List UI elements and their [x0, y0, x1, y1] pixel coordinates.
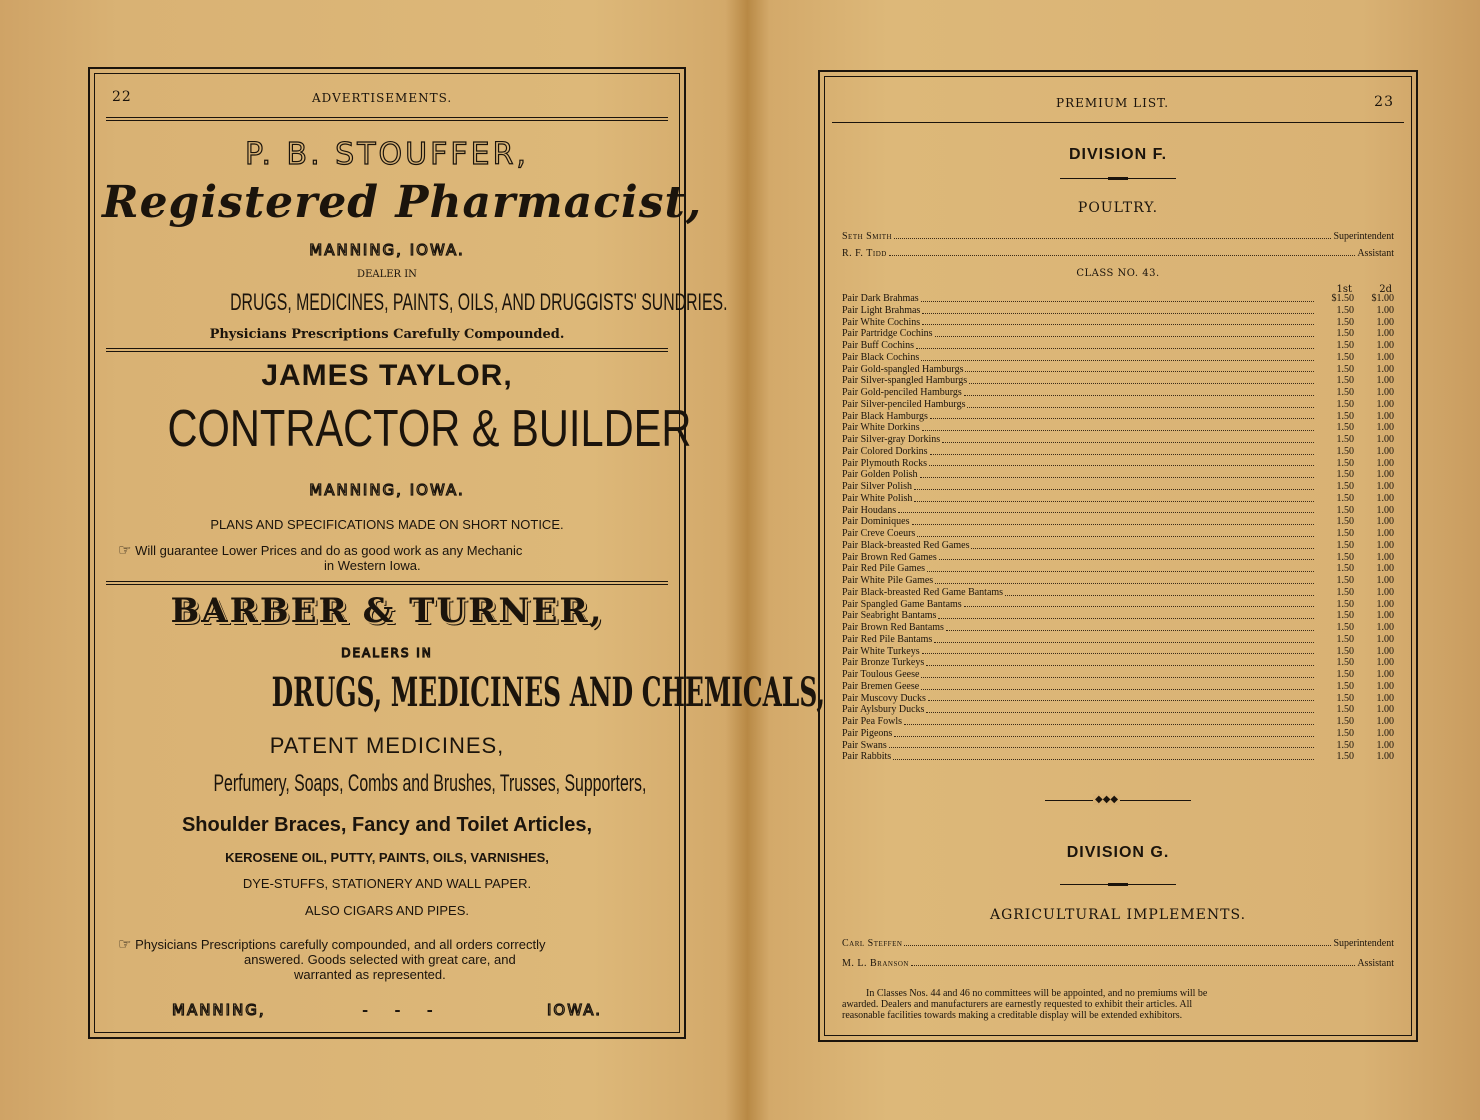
- first-premium: 1.50: [1336, 669, 1354, 680]
- leader-dots: [928, 700, 1314, 701]
- entry-name: Pair White Cochins: [842, 316, 921, 328]
- taylor-name: JAMES TAYLOR,: [261, 359, 513, 392]
- first-premium: 1.50: [1336, 610, 1354, 622]
- division-g-title: DIVISION G.: [1066, 844, 1170, 861]
- second-premium: 1.00: [1376, 469, 1394, 481]
- first-premium: 1.50: [1336, 504, 1354, 516]
- first-premium: 1.50: [1336, 375, 1354, 387]
- entry-name: Pair Spangled Game Bantams: [842, 598, 962, 610]
- leader-dots: [898, 512, 1314, 513]
- entry-name: Pair Golden Polish: [842, 469, 918, 481]
- second-premium: 1.00: [1376, 375, 1394, 387]
- header-rule: [832, 122, 1404, 123]
- leader-dots: [917, 536, 1314, 537]
- second-premium: 1.00: [1376, 351, 1394, 363]
- division-f-subtitle: POULTRY.: [1077, 200, 1159, 216]
- second-premium: 1.00: [1376, 398, 1394, 410]
- second-premium: 1.00: [1376, 445, 1394, 457]
- entry-name: Pair Plymouth Rocks: [842, 457, 928, 469]
- barber-note2: answered. Goods selected with great care, and: [244, 952, 516, 967]
- barber-line2: Shoulder Braces, Fancy and Toilet Articles,: [181, 814, 593, 836]
- second-premium: 1.00: [1376, 633, 1394, 645]
- first-premium: 1.50: [1336, 657, 1354, 669]
- entry-name: Pair Partridge Cochins: [842, 328, 933, 340]
- footer-city: MANNING,: [172, 1001, 266, 1019]
- leader-dots: [922, 324, 1314, 325]
- premium-row: [842, 728, 1394, 740]
- note-line: reasonable facilities towards making a creditable display will be extended exhibitors.: [842, 1010, 1183, 1021]
- premium-row: [842, 293, 1394, 305]
- premium-row: [842, 657, 1394, 669]
- officer-name: M. L. Branson: [842, 958, 909, 969]
- entry-name: Pair Dominiques: [842, 516, 910, 528]
- leader-dots: [939, 559, 1314, 560]
- premium-row: [842, 716, 1394, 728]
- barber-line5: ALSO CIGARS AND PIPES.: [305, 903, 469, 918]
- officer-role: Assistant: [1357, 248, 1394, 259]
- leader-dots: [893, 759, 1314, 760]
- first-premium: 1.50: [1336, 727, 1354, 739]
- leader-dots: [971, 548, 1314, 549]
- entry-name: Pair Toulous Geese: [842, 669, 920, 680]
- entry-name: Pair Rabbits: [842, 751, 892, 763]
- leader-dots: [912, 524, 1315, 525]
- leader-dots: [926, 712, 1314, 713]
- first-premium: $1.50: [1331, 293, 1354, 304]
- leader-dots: [929, 465, 1314, 466]
- leader-dots: [921, 689, 1314, 690]
- entry-name: Pair White Pile Games: [842, 575, 934, 586]
- leader-dots: [904, 945, 1331, 946]
- premium-row: [842, 469, 1394, 481]
- leader-dots: [965, 371, 1314, 372]
- second-premium: 1.00: [1376, 481, 1394, 492]
- premium-row: [842, 599, 1394, 611]
- footer-dashes: - - -: [362, 1001, 433, 1019]
- officer-name: Seth Smith: [842, 231, 893, 242]
- second-premium: 1.00: [1376, 504, 1394, 516]
- leader-dots: [914, 489, 1314, 490]
- leader-dots: [935, 336, 1314, 337]
- second-premium: 1.00: [1376, 645, 1394, 657]
- first-premium: 1.50: [1336, 316, 1354, 328]
- second-premium: 1.00: [1376, 669, 1394, 680]
- leader-dots: [920, 477, 1314, 478]
- page-number: 23: [1374, 94, 1394, 110]
- premium-row: [842, 481, 1394, 493]
- leader-dots: [911, 965, 1355, 966]
- leader-dots: [914, 501, 1314, 502]
- premium-row: [842, 399, 1394, 411]
- barber-patent: PATENT MEDICINES,: [269, 733, 505, 758]
- premium-row: [842, 540, 1394, 552]
- premium-row: [842, 387, 1394, 399]
- entry-name: Pair Bronze Turkeys: [842, 657, 925, 669]
- leader-dots: [935, 583, 1314, 584]
- officer-name: R. F. Tidd: [842, 248, 887, 259]
- stouffer-dealer: DEALER IN: [357, 269, 417, 280]
- leader-dots: [889, 255, 1356, 256]
- first-premium: 1.50: [1336, 680, 1354, 692]
- second-premium: 1.00: [1376, 598, 1394, 610]
- first-premium: 1.50: [1336, 410, 1354, 422]
- running-head-title: ADVERTISEMENTS.: [312, 91, 453, 105]
- first-premium: 1.50: [1336, 516, 1354, 528]
- second-premium: 1.00: [1376, 328, 1394, 340]
- division-g-subtitle: AGRICULTURAL IMPLEMENTS.: [989, 907, 1247, 923]
- first-premium: 1.50: [1336, 351, 1354, 363]
- leader-dots: [921, 677, 1314, 678]
- entry-name: Pair Buff Cochins: [842, 340, 915, 351]
- entry-name: Pair Pea Fowls: [842, 716, 902, 727]
- leader-dots: [889, 747, 1314, 748]
- entry-name: Pair Black Hamburgs: [842, 410, 928, 422]
- officer-row: [842, 938, 1394, 949]
- first-premium: 1.50: [1336, 328, 1354, 340]
- entry-name: Pair Colored Dorkins: [842, 445, 928, 457]
- column-headers: [1314, 284, 1394, 295]
- entry-name: Pair Black-breasted Red Game Bantams: [842, 586, 1004, 598]
- entry-name: Pair White Turkeys: [842, 645, 920, 657]
- second-premium: 1.00: [1376, 410, 1394, 422]
- stouffer-name: P. B. STOUFFER,: [245, 137, 529, 172]
- second-premium: 1.00: [1376, 622, 1394, 633]
- premium-row: [842, 575, 1394, 587]
- officer-role: Assistant: [1357, 958, 1394, 969]
- second-premium: 1.00: [1376, 387, 1394, 398]
- second-premium: 1.00: [1376, 704, 1394, 716]
- entry-name: Pair Creve Coeurs: [842, 528, 916, 539]
- first-premium: 1.50: [1336, 445, 1354, 457]
- first-premium: 1.50: [1336, 398, 1354, 410]
- first-premium: 1.50: [1336, 340, 1354, 351]
- division-f-title: DIVISION F.: [1068, 146, 1168, 163]
- premium-row: [842, 458, 1394, 470]
- col-first-header: 1st: [1336, 284, 1352, 295]
- taylor-line2a: Will guarantee Lower Prices and do as good work as any Mechanic: [135, 543, 523, 558]
- premium-row: [842, 751, 1394, 763]
- premium-row: [842, 634, 1394, 646]
- officer-row: [842, 248, 1394, 259]
- second-premium: 1.00: [1376, 539, 1394, 551]
- barber-note3: warranted as represented.: [294, 967, 446, 982]
- stouffer-goods: DRUGS, MEDICINES, PAINTS, OILS, AND DRUGGISTS' SUNDRIES.: [230, 289, 728, 316]
- entry-name: Pair Silver-penciled Hamburgs: [842, 398, 966, 410]
- leader-dots: [930, 454, 1314, 455]
- second-premium: 1.00: [1376, 516, 1394, 528]
- premium-row: [842, 740, 1394, 752]
- second-premium: 1.00: [1376, 492, 1394, 504]
- pointing-hand-icon: ☞: [118, 936, 132, 953]
- taylor-line2b: in Western Iowa.: [324, 558, 421, 573]
- leader-dots: [946, 630, 1314, 631]
- first-premium: 1.50: [1336, 304, 1354, 316]
- right-page-frame: [818, 70, 1418, 1042]
- stouffer-location: MANNING, IOWA.: [309, 241, 465, 259]
- premium-row: [842, 528, 1394, 540]
- left-page-frame: [88, 67, 825, 1039]
- second-premium: 1.00: [1376, 680, 1394, 692]
- note-line: awarded. Dealers and manufacturers are earnestly requested to exhibit their articles. All: [842, 999, 1193, 1010]
- premium-row: [842, 364, 1394, 376]
- leader-dots: [922, 653, 1314, 654]
- left-running-head: [112, 91, 662, 109]
- entry-name: Pair Dark Brahmas: [842, 293, 919, 304]
- premium-row: [842, 493, 1394, 505]
- leader-dots: [938, 618, 1314, 619]
- entry-name: Pair Seabright Bantams: [842, 610, 937, 622]
- second-premium: 1.00: [1376, 692, 1394, 704]
- first-premium: 1.50: [1336, 363, 1354, 375]
- second-premium: 1.00: [1376, 363, 1394, 375]
- entry-name: Pair Aylsbury Ducks: [842, 704, 925, 716]
- entry-name: Pair Muscovy Ducks: [842, 692, 926, 704]
- leader-dots: [922, 313, 1314, 314]
- first-premium: 1.50: [1336, 528, 1354, 539]
- first-premium: 1.50: [1336, 645, 1354, 657]
- barber-line1: Perfumery, Soaps, Combs and Brushes, Trusses, Supporters,: [213, 770, 647, 797]
- second-premium: 1.00: [1376, 610, 1394, 622]
- first-premium: 1.50: [1336, 422, 1354, 434]
- premium-row: [842, 422, 1394, 434]
- premium-row: [842, 610, 1394, 622]
- entry-name: Pair Houdans: [842, 504, 897, 516]
- premium-row: [842, 375, 1394, 387]
- second-premium: 1.00: [1376, 751, 1394, 763]
- second-premium: 1.00: [1376, 551, 1394, 563]
- first-premium: 1.50: [1336, 692, 1354, 704]
- entry-name: Pair Silver-gray Dorkins: [842, 434, 941, 445]
- premium-row: [842, 704, 1394, 716]
- right-running-head: [842, 96, 1394, 114]
- rule-ornament: [832, 884, 1404, 885]
- premium-row: [842, 411, 1394, 423]
- second-premium: 1.00: [1376, 657, 1394, 669]
- division-g-note: [842, 988, 1394, 1021]
- officer-role: Superintendent: [1333, 231, 1394, 242]
- leader-dots: [1005, 595, 1314, 596]
- taylor-line1: PLANS AND SPECIFICATIONS MADE ON SHORT NOTICE.: [210, 517, 564, 532]
- entry-name: Pair Pigeons: [842, 727, 893, 739]
- note-line: In Classes Nos. 44 and 46 no committees will be appointed, and no premiums will be: [866, 988, 1208, 999]
- leader-dots: [964, 395, 1314, 396]
- leader-dots: [934, 642, 1314, 643]
- premium-row: [842, 317, 1394, 329]
- rule-ornament: [832, 178, 1404, 179]
- premium-row: [842, 340, 1394, 352]
- leader-dots: [904, 724, 1314, 725]
- second-premium: 1.00: [1376, 304, 1394, 316]
- leader-dots: [894, 238, 1331, 239]
- second-premium: 1.00: [1376, 434, 1394, 445]
- premium-row: [842, 622, 1394, 634]
- entry-name: Pair Silver Polish: [842, 481, 913, 492]
- entry-name: Pair White Polish: [842, 492, 913, 504]
- barber-footer: [172, 1001, 602, 1019]
- second-premium: 1.00: [1376, 340, 1394, 351]
- premium-row: [842, 552, 1394, 564]
- second-premium: 1.00: [1376, 739, 1394, 751]
- premium-row: [842, 669, 1394, 681]
- leader-dots: [921, 360, 1314, 361]
- premium-row: [842, 305, 1394, 317]
- officer-name: Carl Steffen: [842, 938, 903, 949]
- ad-divider-1: [106, 348, 668, 352]
- premium-row: [842, 328, 1394, 340]
- barber-note1: Physicians Prescriptions carefully compounded, and all orders correctly: [135, 937, 546, 952]
- ad-divider-2: [106, 581, 668, 585]
- first-premium: 1.50: [1336, 539, 1354, 551]
- class-number: CLASS NO. 43.: [1076, 268, 1160, 279]
- leader-dots: [921, 301, 1314, 302]
- first-premium: 1.50: [1336, 716, 1354, 727]
- first-premium: 1.50: [1336, 469, 1354, 481]
- premium-row: [842, 446, 1394, 458]
- entry-name: Pair Swans: [842, 739, 887, 751]
- leader-dots: [964, 606, 1314, 607]
- entry-name: Pair White Dorkins: [842, 422, 920, 434]
- col-second-header: 2d: [1379, 284, 1392, 295]
- second-premium: 1.00: [1376, 716, 1394, 727]
- entry-name: Pair Gold-spangled Hamburgs: [842, 363, 964, 375]
- leader-dots: [926, 665, 1314, 666]
- second-premium: 1.00: [1376, 422, 1394, 434]
- entry-name: Pair Black-breasted Red Games: [842, 539, 970, 551]
- first-premium: 1.50: [1336, 457, 1354, 469]
- second-premium: 1.00: [1376, 316, 1394, 328]
- page-number: 22: [112, 89, 132, 105]
- first-premium: 1.50: [1336, 751, 1354, 763]
- entry-name: Pair Light Brahmas: [842, 304, 921, 316]
- barber-goods: DRUGS, MEDICINES AND CHEMICALS,: [271, 669, 825, 716]
- entry-name: Pair Gold-penciled Hamburgs: [842, 387, 962, 398]
- header-rule: [106, 117, 668, 121]
- leader-dots: [927, 571, 1314, 572]
- premium-row: [842, 587, 1394, 599]
- first-premium: 1.50: [1336, 739, 1354, 751]
- premium-row: [842, 693, 1394, 705]
- barber-line3: KEROSENE OIL, PUTTY, PAINTS, OILS, VARNISHES,: [225, 850, 549, 865]
- section-ornament: ◆◆◆: [832, 800, 1404, 802]
- premium-row: [842, 646, 1394, 658]
- premium-row: [842, 434, 1394, 446]
- first-premium: 1.50: [1336, 633, 1354, 645]
- stouffer-note: Physicians Prescriptions Carefully Compounded.: [209, 327, 565, 342]
- first-premium: 1.50: [1336, 551, 1354, 563]
- leader-dots: [894, 736, 1314, 737]
- first-premium: 1.50: [1336, 622, 1354, 633]
- premium-row: [842, 563, 1394, 575]
- first-premium: 1.50: [1336, 598, 1354, 610]
- leader-dots: [967, 407, 1314, 408]
- second-premium: 1.00: [1376, 457, 1394, 469]
- running-head-title: PREMIUM LIST.: [1056, 96, 1170, 110]
- second-premium: 1.00: [1376, 563, 1394, 575]
- entry-name: Pair Black Cochins: [842, 351, 920, 363]
- first-premium: 1.50: [1336, 492, 1354, 504]
- footer-state: IOWA.: [546, 1001, 602, 1019]
- second-premium: 1.00: [1376, 727, 1394, 739]
- second-premium: 1.00: [1376, 528, 1394, 539]
- leader-dots: [916, 348, 1314, 349]
- entry-name: Pair Silver-spangled Hamburgs: [842, 375, 968, 387]
- taylor-trade: CONTRACTOR & BUILDER: [167, 400, 692, 458]
- officer-role: Superintendent: [1333, 938, 1394, 949]
- premium-row: [842, 352, 1394, 364]
- barber-line4: DYE-STUFFS, STATIONERY AND WALL PAPER.: [242, 876, 532, 891]
- officer-row: [842, 231, 1394, 242]
- leader-dots: [922, 430, 1314, 431]
- second-premium: $1.00: [1371, 293, 1394, 304]
- leader-dots: [942, 442, 1314, 443]
- first-premium: 1.50: [1336, 704, 1354, 716]
- entry-name: Pair Red Pile Bantams: [842, 633, 933, 645]
- poultry-premium-list: [842, 293, 1394, 763]
- second-premium: 1.00: [1376, 586, 1394, 598]
- first-premium: 1.50: [1336, 434, 1354, 445]
- taylor-location: MANNING, IOWA.: [309, 481, 465, 499]
- first-premium: 1.50: [1336, 387, 1354, 398]
- premium-row: [842, 681, 1394, 693]
- premium-row: [842, 516, 1394, 528]
- barber-turner-name: BARBER & TURNER,: [170, 591, 604, 631]
- first-premium: 1.50: [1336, 481, 1354, 492]
- leader-dots: [969, 383, 1314, 384]
- entry-name: Pair Bremen Geese: [842, 680, 920, 692]
- first-premium: 1.50: [1336, 563, 1354, 575]
- leader-dots: [930, 418, 1314, 419]
- officer-row: [842, 958, 1394, 969]
- entry-name: Pair Brown Red Bantams: [842, 622, 944, 633]
- pointing-hand-icon: ☞: [118, 542, 132, 559]
- barber-dealers: DEALERS IN: [341, 646, 433, 660]
- entry-name: Pair Brown Red Games: [842, 551, 937, 563]
- stouffer-title: Registered Pharmacist,: [102, 177, 703, 228]
- first-premium: 1.50: [1336, 586, 1354, 598]
- premium-row: [842, 505, 1394, 517]
- entry-name: Pair Red Pile Games: [842, 563, 926, 575]
- second-premium: 1.00: [1376, 575, 1394, 586]
- first-premium: 1.50: [1336, 575, 1354, 586]
